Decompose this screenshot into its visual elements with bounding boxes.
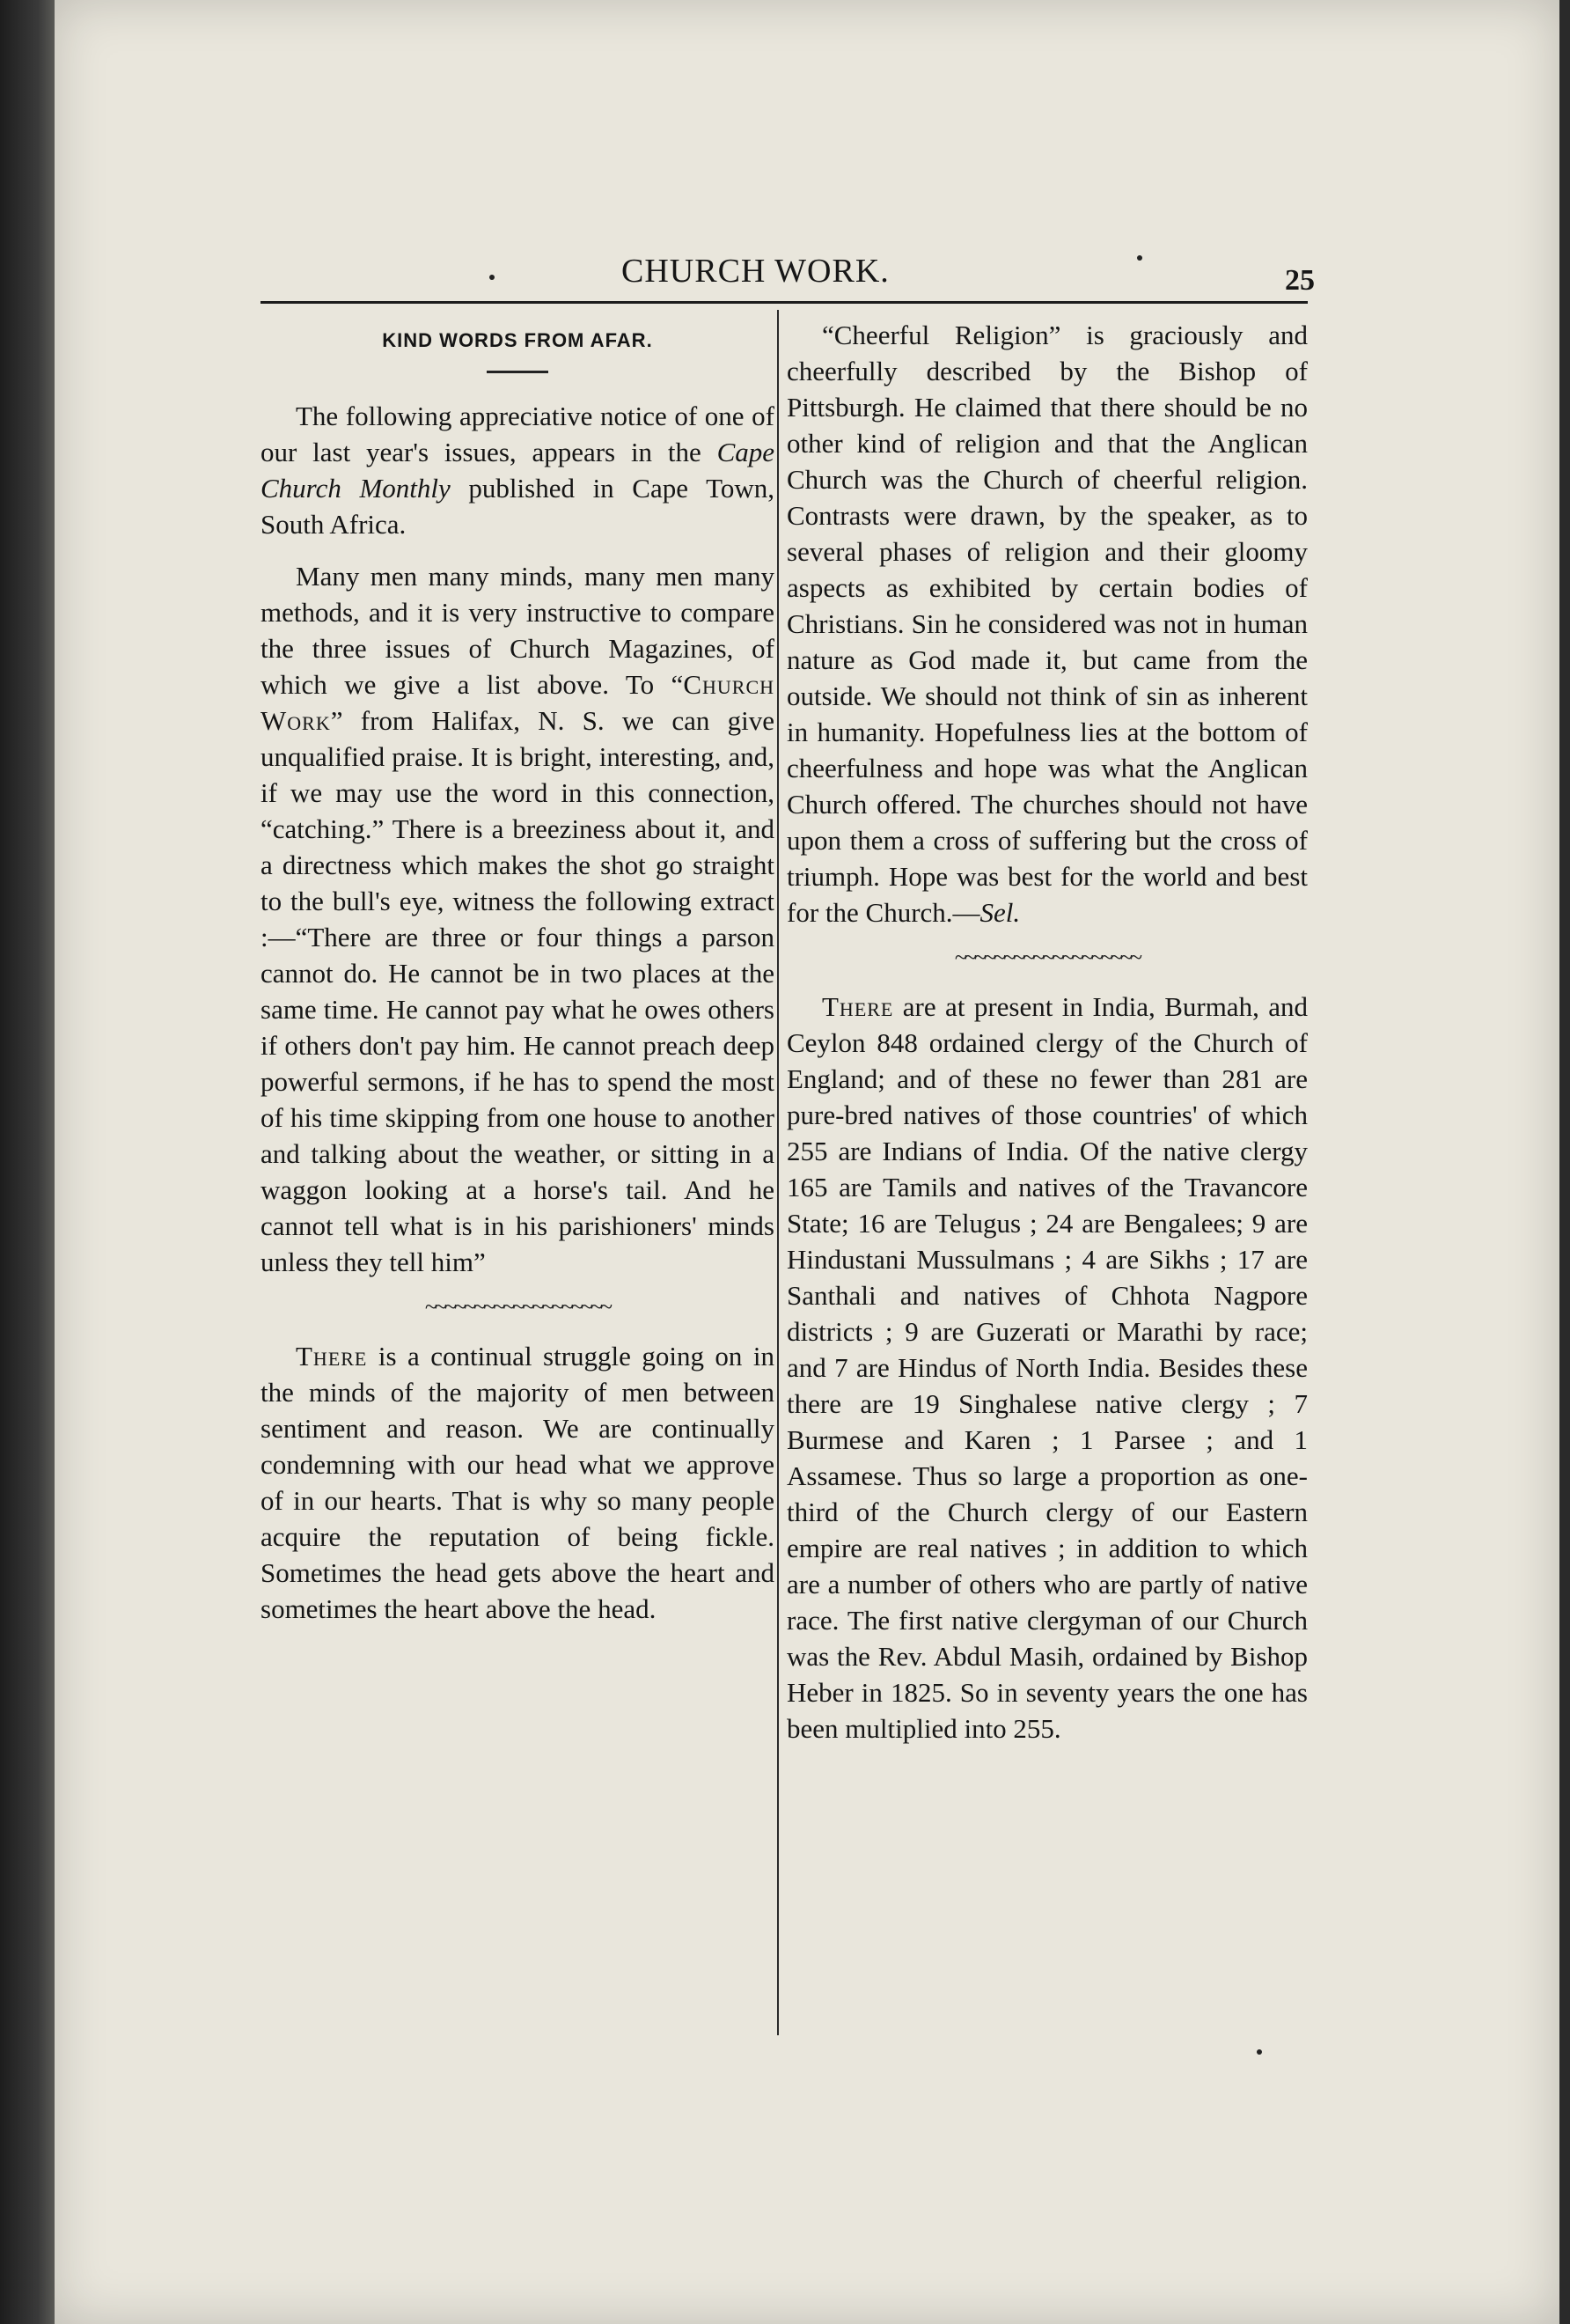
lead-word: There <box>296 1341 368 1372</box>
right-column <box>787 317 1308 1762</box>
header-rule <box>260 301 1308 304</box>
text-run: are at present in India, Burmah, and Ceylon 848 ordained clergy of the Church of England; and of these no fewer than 281 are pure-bred natives of those countries' of which 255 are Indians of India. Of the native clergy 165 are Tamils and natives of the Travancore State; 16 are Telugus ; 24 are Bengalees; 9 are Hindustani Mussulmans ; 4 are Sikhs ; 17 are Santhali and natives of Chhota Nagpore districts ; 9 are Guzerati or Marathi by race; and 7 are Hindus of North India. Besides these there are 19 Singhalese native clergy ; 7 Burmese and Karen ; 1 Parsee ; and 1 Assamese. Thus so large a proportion as one-third of the Church clergy of our Eastern empire are real natives ; in addition to which are a number of others who are partly of native race. The first native clergyman of our Church was the Rev. Abdul Masih, ordained by Bishop Heber in 1825. So in seventy years the one has been multiplied into 255. <box>787 991 1308 1744</box>
india-clergy-paragraph <box>787 989 1308 1747</box>
text-run: “Cheerful Religion” is graciously and cheerfully described by the Bishop of Pittsburgh. He claimed that there should be no other kind of religion and that the Anglican Church was the Church of cheerful religion. Contrasts were drawn, by the speaker, as to several phases of religion and their gloomy aspects as exhibited by certain bodies of Christians. Sin he considered was not in human nature as God made it, but came from the outside. We should not think of sin as inherent in humanity. Hopefulness lies at the bottom of cheerfulness and hope was what the Anglican Church offered. The churches should not have upon them a cross of suffering but the cross of triumph. Hope was best for the world and best for the Church.— <box>787 320 1308 928</box>
text-run: ” from Halifax, N. S. we can give unqualified praise. It is bright, interesting, and, if we may use the word in this connection, “catching.” There is a breeziness about it, and a directness which makes the shot go straight to the bull's eye, witness the following extract :—“There are three or four things a parson cannot do. He cannot be in two places at the same time. He cannot pay what he owes others if others don't pay him. He cannot preach deep powerful sermons, if he has to spend the most of his time skipping from one house to another and talking about the weather, or sitting in a waggon looking at a horse's tail. And he cannot tell what is in his parishioners' minds unless they tell him” <box>260 705 774 1277</box>
section-separator: ~~~~~~~~~~~~~~~~~~~ <box>424 1294 611 1320</box>
cheerful-religion-paragraph <box>787 317 1308 930</box>
print-speck <box>1257 2049 1262 2055</box>
page-number: 25 <box>1285 264 1315 297</box>
article-heading: KIND WORDS FROM AFAR. <box>382 329 653 351</box>
book-spine <box>0 0 55 2324</box>
text-run: published in Cape Town, South Africa. <box>260 473 774 540</box>
quoted-review-paragraph <box>260 558 774 1280</box>
running-title: CHURCH WORK. <box>621 253 890 290</box>
left-column <box>260 317 774 1643</box>
print-speck <box>489 275 495 280</box>
text-run: is a continual struggle going on in the minds of the majority of men between sentiment and reason. We are continually condemning with our head what we approve of in our hearts. That is why so many people acquire the reputation of being fickle. Sometimes the head gets above the heart and sometimes the heart above the head. <box>260 1341 774 1624</box>
article-intro-paragraph <box>260 398 774 542</box>
print-speck <box>1137 255 1142 261</box>
magazine-name: Church Work <box>260 669 774 736</box>
section-separator: ~~~~~~~~~~~~~~~~~~~ <box>954 945 1141 970</box>
lead-word: There <box>822 991 894 1022</box>
heading-rule <box>487 371 548 373</box>
page-header <box>260 252 1315 297</box>
text-run: Many men many minds, many men many methods, and it is very instructive to compare the three issues of Church Magazines, of which we give a list above. To “ <box>260 561 774 700</box>
source-signature: Sel. <box>979 897 1021 928</box>
text-run: The following appreciative notice of one of our last year's issues, appears in the <box>260 401 774 467</box>
publication-name: Cape Church Monthly <box>260 437 774 504</box>
sentiment-reason-paragraph <box>260 1338 774 1627</box>
column-divider <box>777 310 779 2035</box>
